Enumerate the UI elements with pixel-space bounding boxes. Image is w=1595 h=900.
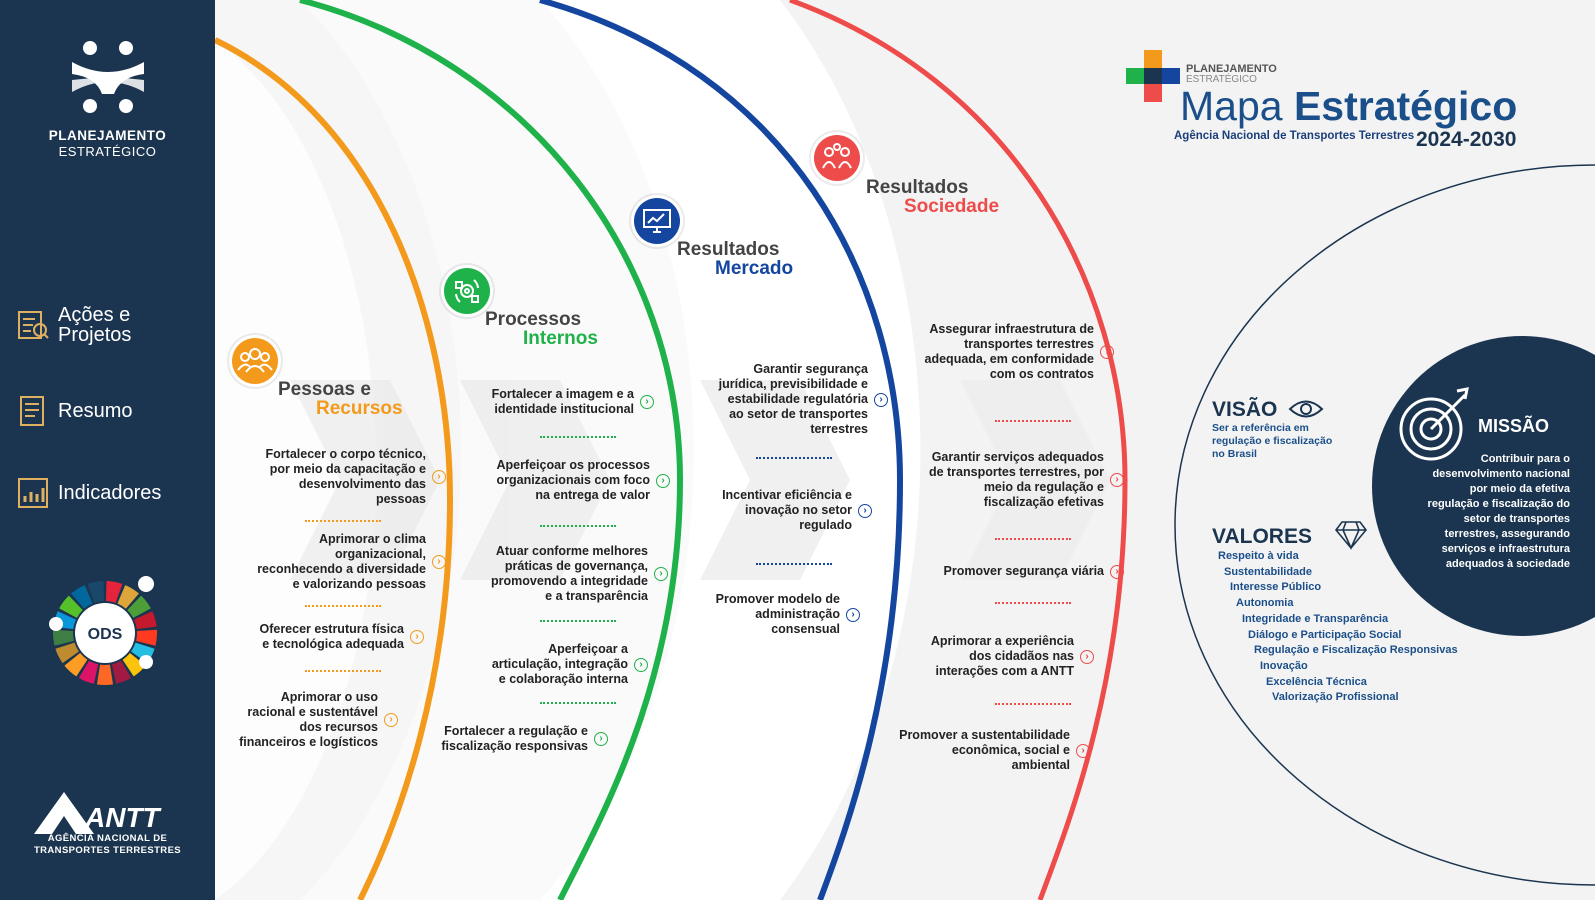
missao-text-line: terrestres, assegurando (1444, 528, 1570, 540)
checklist-search-icon (16, 308, 50, 342)
section-title-line-1: Resultados (866, 177, 969, 198)
chevron-right-icon[interactable]: › (858, 504, 872, 518)
chevron-right-icon[interactable]: › (1110, 565, 1124, 579)
brand-title: PLANEJAMENTO (48, 128, 167, 143)
objective-item-line: e valorizando pessoas (292, 577, 426, 591)
missao-title: MISSÃO (1478, 416, 1550, 436)
objective-item-line: Oferecer estrutura física (259, 622, 404, 636)
objective-item-line: ambiental (1011, 758, 1070, 772)
missao-text-line: setor de transportes (1463, 513, 1570, 525)
objective-item-line: fiscalização responsivas (441, 739, 588, 753)
ods-wheel-icon[interactable] (46, 574, 164, 692)
objective-item[interactable] (239, 690, 378, 750)
objective-item-line: Aprimorar o uso (280, 690, 378, 704)
objective-item-line: e tecnológica adequada (262, 637, 404, 651)
missao-text-line: Contribuir para o (1480, 453, 1570, 465)
dotted-separator (540, 436, 616, 438)
valor-item: Interesse Público (1230, 581, 1322, 594)
objective-item-line: Promover a sustentabilidade (899, 728, 1070, 742)
dotted-separator (756, 563, 832, 565)
visao-text-line-1: Ser a referência em (1212, 422, 1309, 434)
objective-item-line: terrestres (810, 422, 868, 436)
nav-resumo-label: Resumo (58, 400, 133, 422)
header-pe-title: PLANEJAMENTO (1186, 63, 1277, 75)
objective-item-line: Aperfeiçoar os processos (496, 458, 650, 472)
objective-item-line: consensual (771, 622, 840, 636)
objective-item-line: regulado (799, 518, 852, 532)
valor-item: Valorização Profissional (1272, 691, 1399, 704)
objective-item-line: transportes terrestres (964, 337, 1094, 351)
dotted-separator (756, 457, 832, 459)
planejamento-header-logo-icon (1124, 48, 1186, 104)
objective-item[interactable] (441, 724, 588, 754)
objective-item-line: Atuar conforme melhores (495, 544, 648, 558)
objective-item-line: por meio da capacitação e (269, 462, 426, 476)
visao-text-line-3: no Brasil (1212, 448, 1257, 460)
objective-item[interactable] (716, 592, 840, 637)
objective-item[interactable] (931, 634, 1074, 679)
valor-item: Sustentabilidade (1224, 565, 1313, 578)
objective-item-line: financeiros e logísticos (239, 735, 378, 749)
antt-name: ANTT (85, 802, 160, 833)
chevron-right-icon[interactable]: › (640, 395, 654, 409)
people-group-icon (232, 338, 278, 384)
visao-title: VISÃO (1212, 398, 1278, 421)
objective-item-line: dos recursos (299, 720, 378, 734)
missao-text-line: por meio da efetiva (1469, 483, 1570, 495)
valores-title: VALORES (1212, 525, 1312, 548)
objective-item-line: organizacional, (335, 547, 426, 561)
objective-item-line: Fortalecer a regulação e (444, 724, 588, 738)
valor-item: Diálogo e Participação Social (1248, 628, 1402, 641)
visao-text-line-2: regulação e fiscalização (1212, 435, 1333, 447)
objective-item-line: Garantir segurança (753, 362, 868, 376)
chevron-right-icon[interactable]: › (1080, 650, 1094, 664)
chevron-right-icon[interactable]: › (874, 393, 888, 407)
objective-item[interactable] (925, 322, 1094, 382)
chevron-right-icon[interactable]: › (1110, 473, 1124, 487)
sidebar (0, 0, 215, 900)
bar-chart-icon (16, 476, 50, 510)
objective-item-line: organizacionais com foco (496, 473, 650, 487)
visao-text (1212, 422, 1342, 461)
objective-item-line: racional e sustentável (247, 705, 378, 719)
dotted-separator (995, 538, 1071, 540)
objective-item-line: de transportes terrestres, por (928, 465, 1104, 479)
objective-item-line: Assegurar infraestrutura de (929, 322, 1094, 336)
dotted-separator (995, 703, 1071, 705)
brand-subtitle: ESTRATÉGICO (58, 144, 157, 159)
objective-item-line: adequada, em conformidade (924, 352, 1094, 366)
chevron-right-icon[interactable]: › (1100, 345, 1114, 359)
valor-item: Excelência Técnica (1266, 675, 1367, 688)
section-title-processos (485, 310, 598, 348)
dotted-separator (305, 605, 381, 607)
objective-item-line: dos cidadãos nas (969, 649, 1074, 663)
objective-item[interactable] (719, 362, 868, 437)
objective-item-line: desenvolvimento das (298, 477, 426, 491)
objective-item-line: Aprimorar o clima (319, 532, 426, 546)
objective-item-line: estabilidade regulatória (727, 392, 868, 406)
objective-item-line: fiscalização efetivas (983, 495, 1104, 509)
section-title-mercado (677, 240, 793, 278)
ods-label: ODS (87, 626, 123, 643)
missao-text-line: serviços e infraestrutura (1441, 543, 1570, 555)
objective-item-line: articulação, integração (491, 657, 628, 671)
chevron-right-icon[interactable]: › (634, 658, 648, 672)
objective-item-line: econômica, social e (951, 743, 1070, 757)
objective-item[interactable] (492, 387, 634, 417)
section-title-line-2: Recursos (316, 398, 403, 419)
ods-segment (97, 665, 113, 685)
dotted-separator (305, 670, 381, 672)
nav-acoes-projetos[interactable] (16, 305, 131, 345)
objective-item[interactable] (899, 728, 1070, 773)
dotted-separator (305, 520, 381, 522)
section-title-line-2: Mercado (715, 258, 794, 279)
objective-item-line: e a transparência (545, 589, 648, 603)
antt-sub-1: AGÊNCIA NACIONAL DE (47, 833, 168, 844)
nav-acoes-label-2: Projetos (58, 324, 132, 346)
missao-text-line: desenvolvimento nacional (1432, 468, 1570, 480)
objective-item-line: Aperfeiçoar a (548, 642, 628, 656)
planejamento-logo-icon (62, 38, 154, 116)
dotted-separator (995, 420, 1071, 422)
chevron-right-icon[interactable]: › (410, 630, 424, 644)
chevron-right-icon[interactable]: › (432, 555, 446, 569)
dotted-separator (540, 620, 616, 622)
header-agency: Agência Nacional de Transportes Terrestres (1174, 130, 1415, 142)
valor-item: Respeito à vida (1218, 550, 1299, 562)
chevron-right-icon[interactable]: › (846, 608, 860, 622)
section-title-sociedade (866, 178, 999, 216)
valor-item: Autonomia (1236, 597, 1294, 610)
objective-item-line: na entrega de valor (535, 488, 650, 502)
header-title (1180, 84, 1517, 128)
dotted-separator (995, 602, 1071, 604)
nav-resumo[interactable] (16, 394, 132, 428)
objective-item-line: Fortalecer o corpo técnico, (265, 447, 426, 461)
objective-item-line: meio da regulação e (983, 480, 1104, 494)
valor-item: Integridade e Transparência (1242, 612, 1389, 625)
dotted-separator (540, 525, 616, 527)
section-title-line-1: Pessoas e (278, 379, 371, 400)
objective-item-line: administração (755, 607, 840, 621)
nav-indicadores[interactable] (16, 476, 161, 510)
objective-item-line: interações com a ANTT (935, 664, 1074, 678)
objective-item[interactable] (722, 488, 852, 533)
valor-item: Regulação e Fiscalização Responsivas (1254, 644, 1458, 657)
section-title-line-1: Processos (485, 309, 582, 330)
missao-text-line: regulação e fiscalização do (1427, 498, 1570, 510)
section-title-line-2: Sociedade (904, 196, 1000, 217)
section-title-line-1: Resultados (677, 239, 780, 260)
eye-icon (1288, 398, 1324, 420)
objective-item-line: com os contratos (989, 367, 1094, 381)
objective-item[interactable] (259, 622, 404, 652)
ods-segment (136, 630, 157, 646)
nav-indicadores-label: Indicadores (58, 482, 162, 504)
objective-item-line: Garantir serviços adequados (931, 450, 1104, 464)
process-cycle-icon (444, 268, 490, 314)
objective-item-line: Fortalecer a imagem e a (491, 387, 634, 401)
objective-item-line: Promover segurança viária (943, 564, 1104, 578)
objective-item[interactable] (257, 532, 426, 592)
objective-item-line: reconhecendo a diversidade (257, 562, 426, 576)
chevron-right-icon[interactable]: › (594, 732, 608, 746)
society-people-icon (814, 135, 860, 181)
chevron-right-icon[interactable]: › (654, 567, 668, 581)
antt-sub-2: TRANSPORTES TERRESTRES (33, 845, 182, 856)
dotted-separator (540, 702, 616, 704)
objective-item[interactable] (492, 642, 628, 687)
section-title-pessoas (278, 380, 403, 418)
objective-item-line: ao setor de transportes (729, 407, 868, 421)
objective-item[interactable] (491, 544, 648, 604)
ods-segment (53, 630, 74, 646)
objective-item-line: jurídica, previsibilidade e (718, 377, 868, 391)
missao-text (1400, 452, 1570, 572)
missao-text-line: adequados à sociedade (1445, 558, 1570, 570)
objective-item[interactable] (496, 458, 650, 503)
chevron-right-icon[interactable]: › (656, 474, 670, 488)
objective-item-line: práticas de governança, (504, 559, 648, 573)
objective-item-line: Incentivar eficiência e (722, 488, 852, 502)
objective-item-line: Promover modelo de (715, 592, 840, 606)
section-title-line-2: Internos (523, 328, 598, 349)
valor-item: Inovação (1260, 659, 1308, 672)
header-pe-subtitle: ESTRATÉGICO (1186, 74, 1257, 85)
header-title-light: Mapa (1180, 83, 1294, 129)
objective-item[interactable] (944, 564, 1105, 579)
objective-item-line: pessoas (375, 492, 426, 506)
chevron-right-icon[interactable]: › (1076, 744, 1090, 758)
objective-item-line: e colaboração interna (498, 672, 628, 686)
objective-item[interactable] (266, 447, 426, 507)
objective-item-line: identidade institucional (494, 402, 634, 416)
chevron-right-icon[interactable]: › (384, 713, 398, 727)
header-years: 2024-2030 (1416, 128, 1517, 151)
diamond-icon (1334, 520, 1368, 550)
objective-item[interactable] (929, 450, 1104, 510)
objective-item-line: inovação no setor (745, 503, 852, 517)
chevron-right-icon[interactable]: › (432, 470, 446, 484)
monitor-chart-icon (634, 198, 680, 244)
objective-item-line: promovendo a integridade (491, 574, 648, 588)
nav-acoes-label-1: Ações e (58, 304, 131, 326)
objective-item-line: Aprimorar a experiência (930, 634, 1074, 648)
document-list-icon (16, 394, 50, 428)
header-title-bold: Estratégico (1293, 83, 1518, 129)
